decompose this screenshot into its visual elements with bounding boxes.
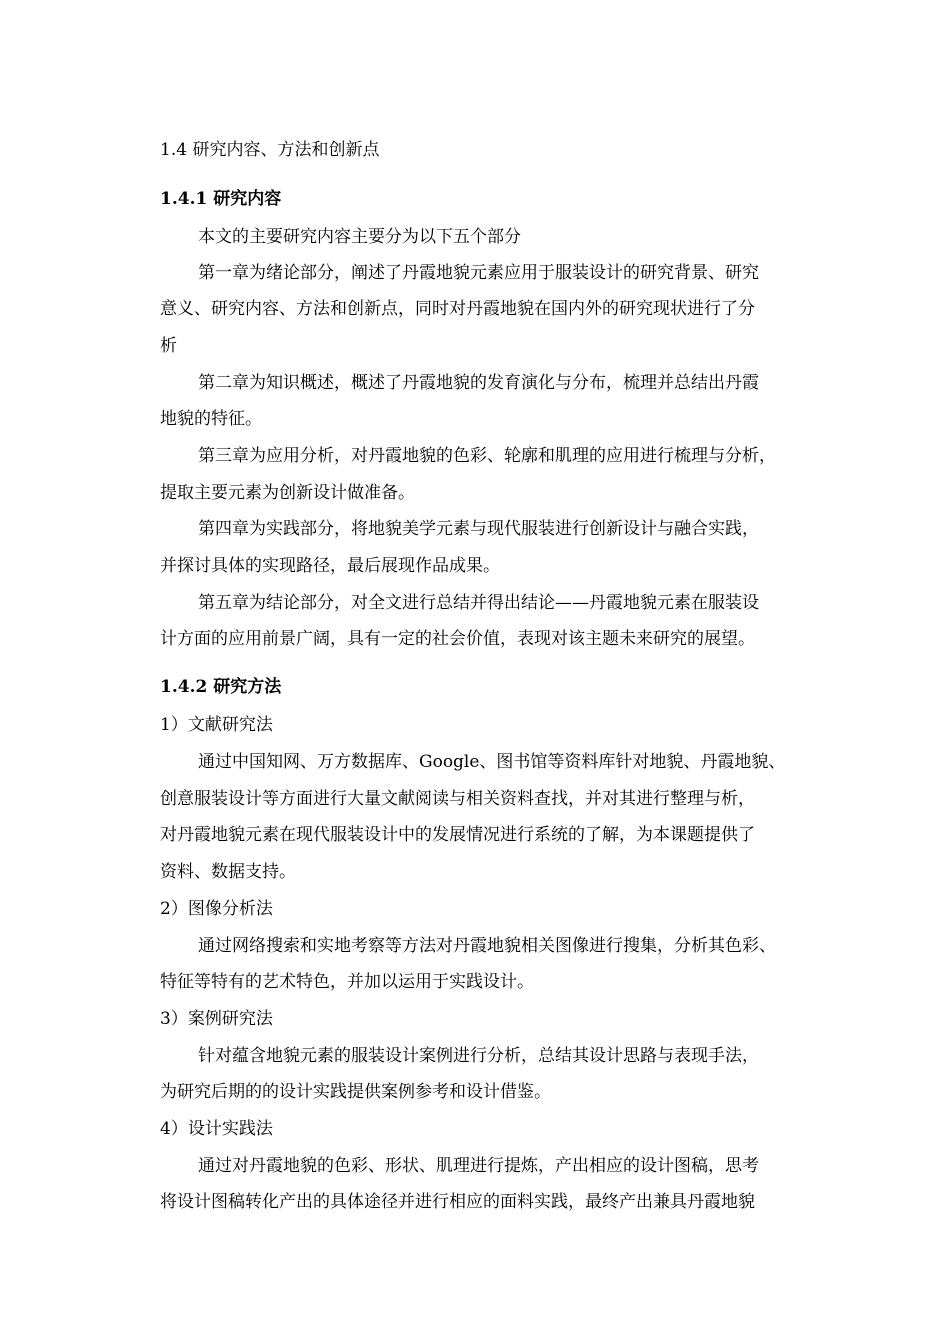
subsection-heading-research-content: 1.4.1 研究内容 [160, 189, 282, 209]
paragraph-line: 地貌的特征。 [160, 409, 262, 429]
paragraph-line: 第四章为实践部分，将地貌美学元素与现代服装进行创新设计与融合实践， [198, 519, 759, 539]
section-heading: 1.4 研究内容、方法和创新点 [160, 140, 380, 160]
paragraph-line: 通过中国知网、万方数据库、Google、图书馆等资料库针对地貌、丹霞地貌、 [198, 752, 786, 772]
paragraph-line: 提取主要元素为创新设计做准备。 [160, 483, 415, 503]
method-title-design-practice: 4）设计实践法 [160, 1119, 273, 1139]
paragraph-line: 计方面的应用前景广阔，具有一定的社会价值，表现对该主题未来研究的展望。 [160, 629, 755, 649]
subsection-heading-research-methods: 1.4.2 研究方法 [160, 677, 282, 697]
paragraph-line: 意义、研究内容、方法和创新点，同时对丹霞地貌在国内外的研究现状进行了分 [160, 299, 755, 319]
paragraph-line: 资料、数据支持。 [160, 862, 296, 882]
paragraph-line: 第三章为应用分析，对丹霞地貌的色彩、轮廓和肌理的应用进行梳理与分析， [198, 446, 776, 466]
paragraph-line: 第一章为绪论部分，阐述了丹霞地貌元素应用于服装设计的研究背景、研究 [198, 263, 759, 283]
paragraph-line: 本文的主要研究内容主要分为以下五个部分 [198, 227, 521, 247]
paragraph-line: 通过对丹霞地貌的色彩、形状、肌理进行提炼，产出相应的设计图稿，思考 [198, 1156, 759, 1176]
paragraph-line: 第二章为知识概述，概述了丹霞地貌的发育演化与分布，梳理并总结出丹霞 [198, 373, 759, 393]
method-title-case-study: 3）案例研究法 [160, 1009, 273, 1029]
method-title-literature: 1）文献研究法 [160, 715, 273, 735]
paragraph-line: 并探讨具体的实现路径，最后展现作品成果。 [160, 556, 500, 576]
paragraph-line: 析 [160, 336, 177, 356]
paragraph-line: 第五章为结论部分，对全文进行总结并得出结论——丹霞地貌元素在服装设 [198, 593, 759, 613]
method-title-image-analysis: 2）图像分析法 [160, 899, 273, 919]
paragraph-line: 特征等特有的艺术特色，并加以运用于实践设计。 [160, 972, 534, 992]
paragraph-line: 通过网络搜索和实地考察等方法对丹霞地貌相关图像进行搜集，分析其色彩、 [198, 936, 776, 956]
paragraph-line: 对丹霞地貌元素在现代服装设计中的发展情况进行系统的了解，为本课题提供了 [160, 825, 755, 845]
paragraph-line: 针对蕴含地貌元素的服装设计案例进行分析，总结其设计思路与表现手法， [198, 1046, 759, 1066]
paragraph-line: 创意服装设计等方面进行大量文献阅读与相关资料查找，并对其进行整理与析， [160, 789, 755, 809]
paragraph-line: 将设计图稿转化产出的具体途径并进行相应的面料实践，最终产出兼具丹霞地貌 [160, 1192, 755, 1212]
paragraph-line: 为研究后期的的设计实践提供案例参考和设计借鉴。 [160, 1082, 551, 1102]
